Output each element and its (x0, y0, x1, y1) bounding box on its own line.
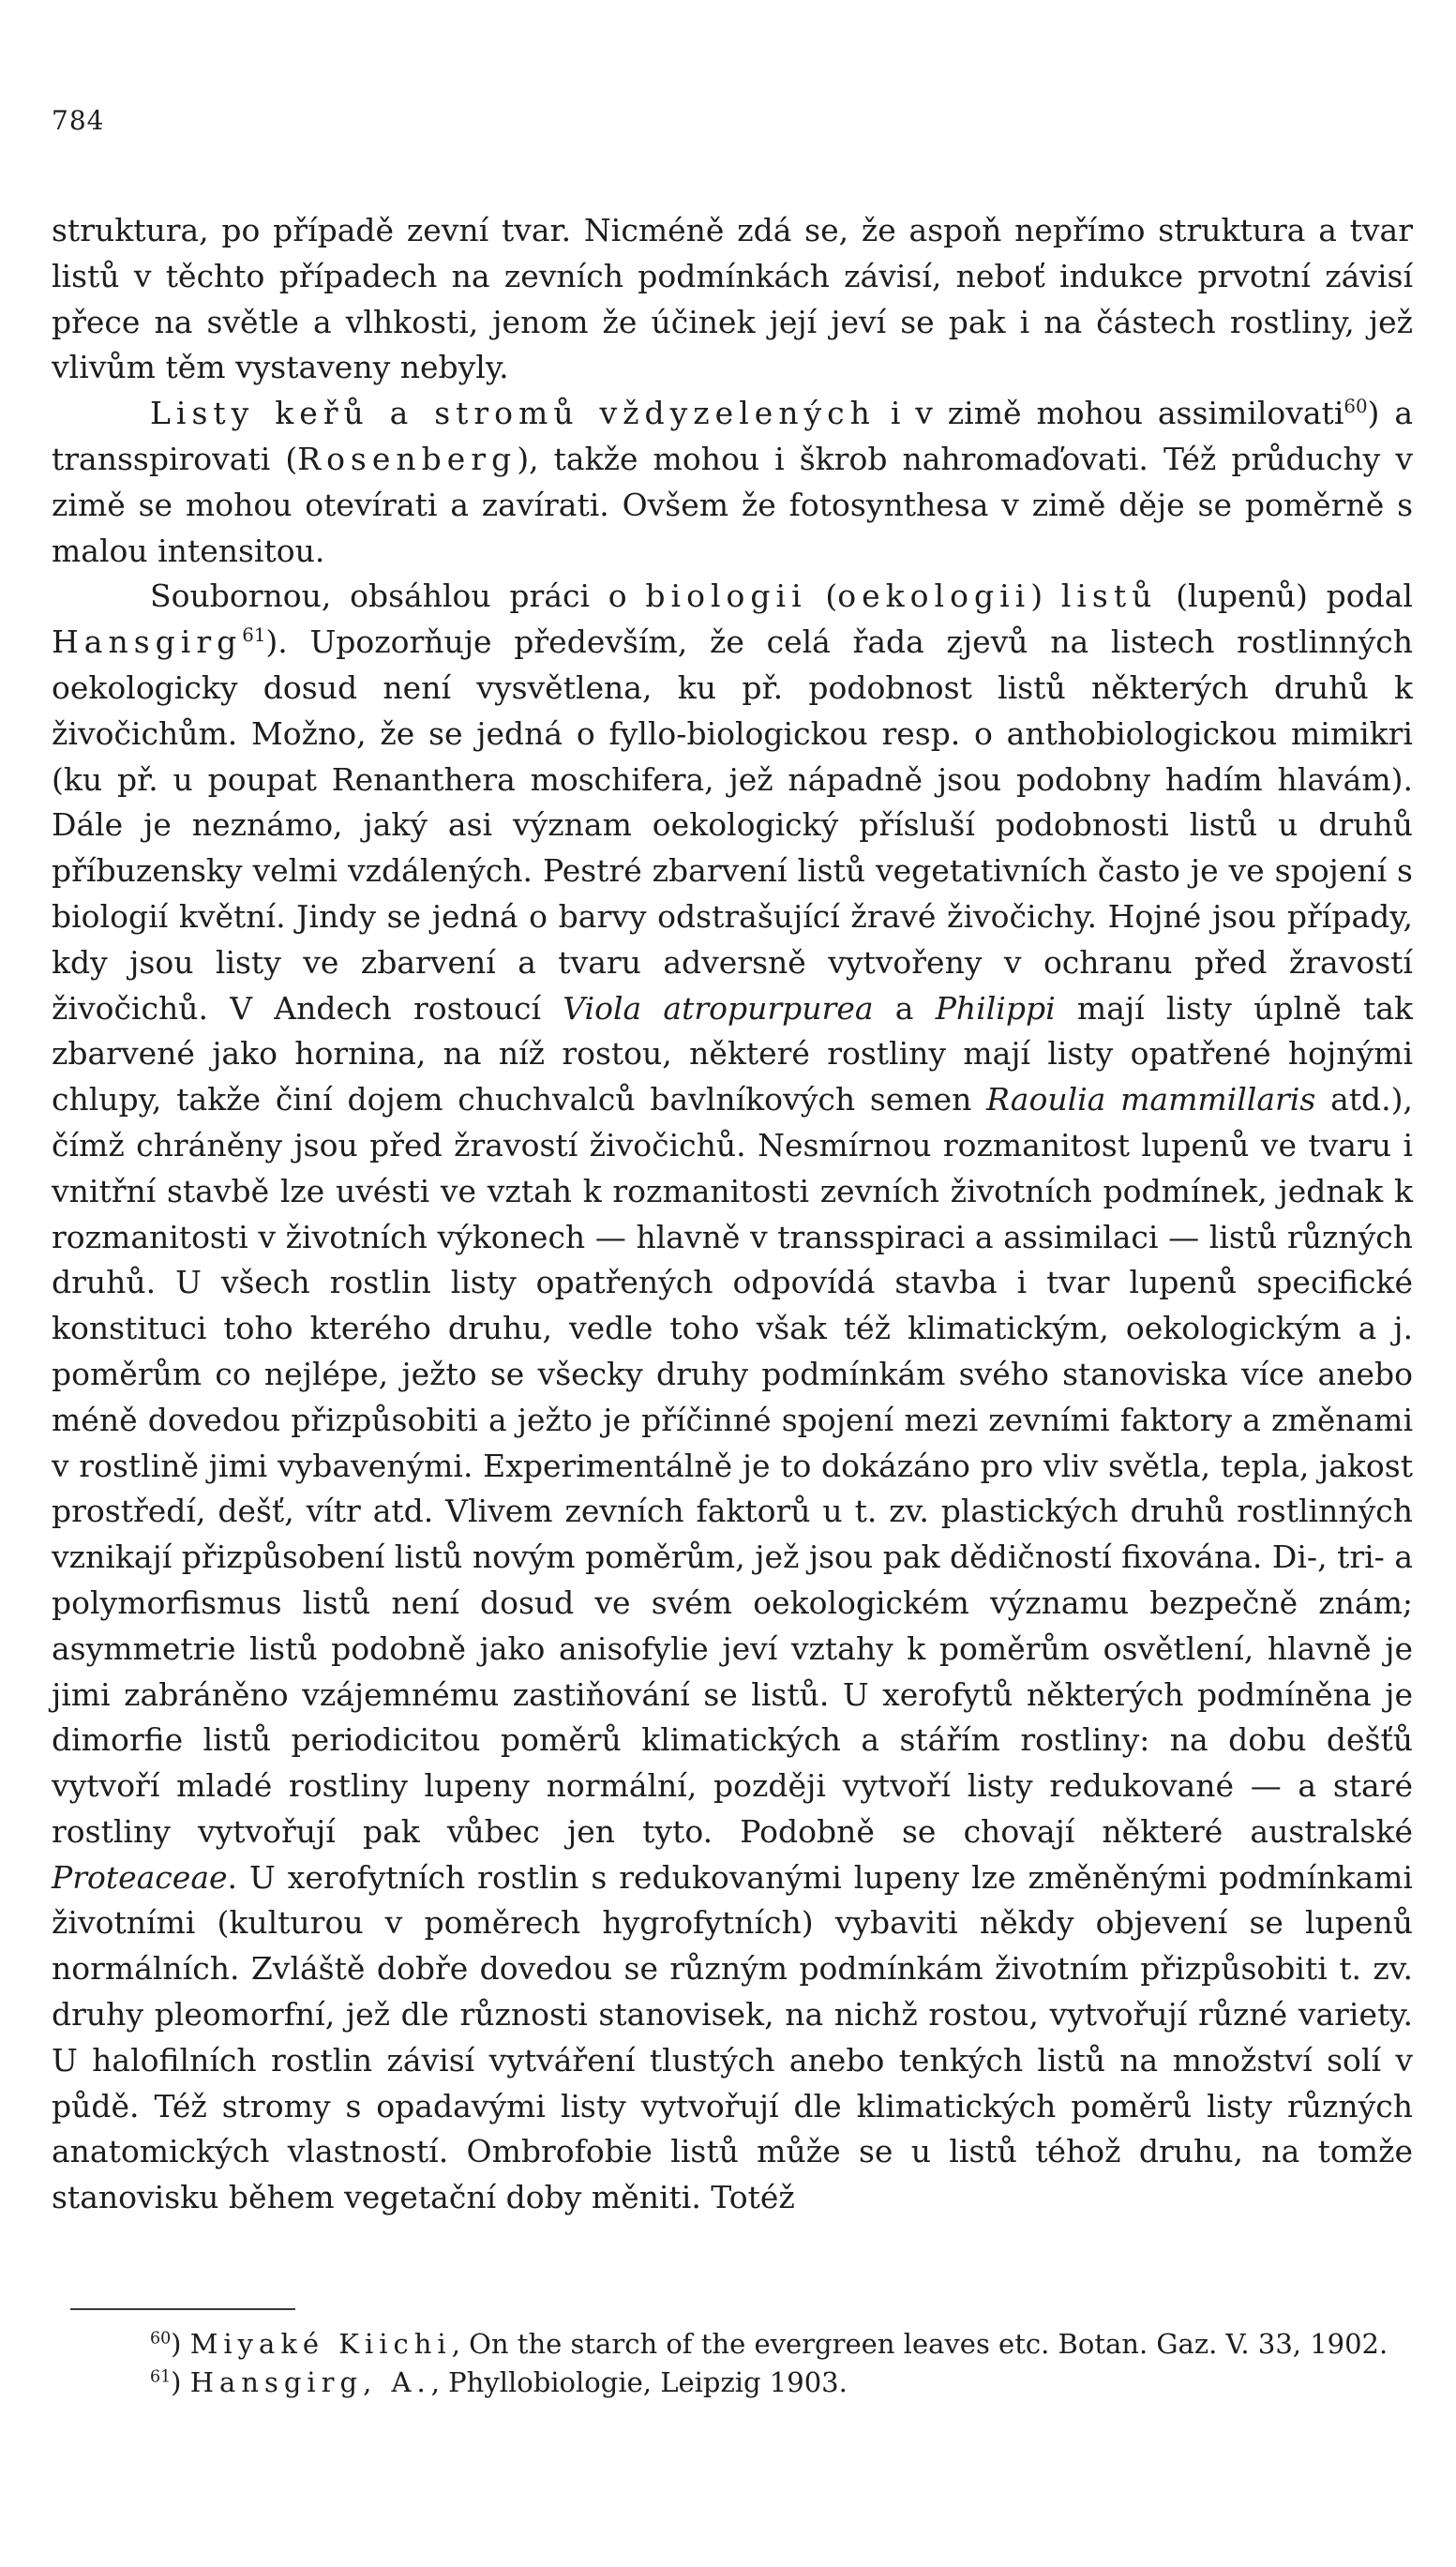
footnote-ref-60: 60 (1343, 396, 1368, 418)
spaced-term-biologii: biologii (645, 578, 807, 615)
spaced-term-oekologii: oekologii (837, 578, 1031, 615)
author-name-rosenberg: Rosenberg (297, 440, 518, 477)
footnotes (52, 2308, 1413, 2402)
footnote-61: $^{61}$) Hansgirg, A., Phyllobiologie, Leipzig 1903. (150, 2366, 848, 2398)
footnote-60: $^{60}$) Miyaké Kiichi, On the starch of the evergreen leaves etc. Botan. Gaz. V. 33, 1902. (150, 2328, 1388, 2360)
spaced-term-listy-keru: Listy keřů a stromů vždyzelených (150, 395, 876, 432)
footnote-ref-61: 61 (242, 624, 266, 647)
author-name-hansgirg: Hansgirg (52, 623, 243, 661)
page-number: 784 (52, 105, 105, 136)
paragraph-2: Listy keřů a stromů vždyzelených i v zimě mohou assimilovati$^{60}$) a transspirovati (Rosenberg), takže mohou i škrob nahromaďovati. Též průduchy v zimě se mohou otevírati a zavírati. Ovšem že fotosynthesa v zimě děje se poměrně s malou intensitou. (52, 395, 1413, 569)
body-text (52, 208, 1413, 2221)
footnote-61-author: Hansgirg, A. (189, 2366, 431, 2398)
paragraph-1: struktura, po případě zevní tvar. Nicméně zdá se, že aspoň nepřímo struktura a tvar listů v těchto případech na zevních podmínkách závisí, neboť indukce prvotní závisí přece na světle a vlhkosti, jenom že účinek její jeví se pak i na částech rostliny, jež vlivům těm vystaveny nebyly. (52, 212, 1413, 386)
spaced-term-listu: listů (1060, 578, 1158, 615)
footnote-divider (70, 2308, 295, 2310)
species-raoulia: Raoulia mammillaris (986, 1081, 1316, 1118)
species-philippi: Philippi (935, 989, 1056, 1027)
taxon-proteaceae: Proteaceae (52, 1858, 228, 1896)
footnote-60-author: Miyaké Kiichi (189, 2328, 452, 2360)
paragraph-3: Soubornou, obsáhlou práci o biologii (oekologii) listů (lupenů) podal Hansgirg$^{61}$). Upozorňuje především, že celá řada zjevů na listech rostlinných oekologicky dosud není vysvětlena, ku př. podobnost listů některých druhů k živočichům. Možno, že se jedná o fyllo-biologickou resp. o anthobiologickou mimikri (ku př. u poupat Renanthera moschifera, jež nápadně jsou podobny hadím hlavám). Dále je neznámo, jaký asi význam oekologický přísluší podobnosti listů u druhů příbuzensky velmi vzdálených. Pestré zbarvení listů vegetativních často je ve spojení s biologií květní. Jindy se jedná o barvy odstrašující žravé živočichy. Hojné jsou případy, kdy jsou listy ve zbarvení a tvaru adversně vytvořeny v ochranu před žravostí živočichů. V Andech rostoucí Viola atropurpurea a Philippi mají listy úplně tak zbarvené jako hornina, na níž rostou, některé rostliny mají listy opatřené hojnými chlupy, takže činí dojem chuchvalců bavlníkových semen Raoulia mammillaris atd.), čímž chráněny jsou před žravostí živočichů. Nesmírnou rozmanitost lupenů ve tvaru i vnitřní stavbě lze uvésti ve vztah k rozmanitosti zevních životních podmínek, jednak k rozmanitosti v životních výkonech — hlavně v transspiraci a assimilaci — listů různých druhů. U všech rostlin listy opatřených odpovídá stavba i tvar lupenů specifické konstituci toho kterého druhu, vedle toho však též klimatickým, oekologickým a j. poměrům co nejlépe, ježto se všecky druhy podmínkám svého stanoviska více anebo méně dovedou přizpůsobiti a ježto je příčinné spojení mezi zevními faktory a změnami v rostlině jimi vybavenými. Experimentálně je to dokázáno pro vliv světla, tepla, jakost prostředí, dešť, vítr atd. Vlivem zevních faktorů u t. zv. plastických druhů rostlinných vznikají přizpůsobení listů novým poměrům, jež jsou pak dědičností fixována. Di-, tri- a polymorfismus listů není dosud ve svém oekologickém významu bezpečně znám; asymmetrie listů podobně jako anisofylie jeví vztahy k poměrům osvětlení, hlavně je jimi zabráněno vzájemnému zastiňování se listů. U xerofytů některých podmíněna je dimorfie listů periodicitou poměrů klimatických a stářím rostliny: na dobu dešťů vytvoří mladé rostliny lupeny normální, později vytvoří listy redukované — a staré rostliny vytvořují pak vůbec jen tyto. Podobně se chovají některé australské Proteaceae. U xerofytních rostlin s redukovanými lupeny lze změněnými podmínkami životními (kulturou v poměrech hygrofytních) vybaviti někdy objevení se lupenů normálních. Zvláště dobře dovedou se různým podmínkám životním přizpůsobiti t. zv. druhy pleomorfní, jež dle různosti stanovisek, na nichž rostou, vytvořují různé variety. U halofilních rostlin závisí vytváření tlustých anebo tenkých listů na množství solí v půdě. Též stromy s opadavými listy vytvořují dle klimatických poměrů listy různých anatomických vlastností. Ombrofobie listů může se u listů téhož druhu, na tomže stanovisku během vegetační doby měniti. Totéž (52, 578, 1414, 2216)
species-viola: Viola atropurpurea (563, 989, 874, 1027)
